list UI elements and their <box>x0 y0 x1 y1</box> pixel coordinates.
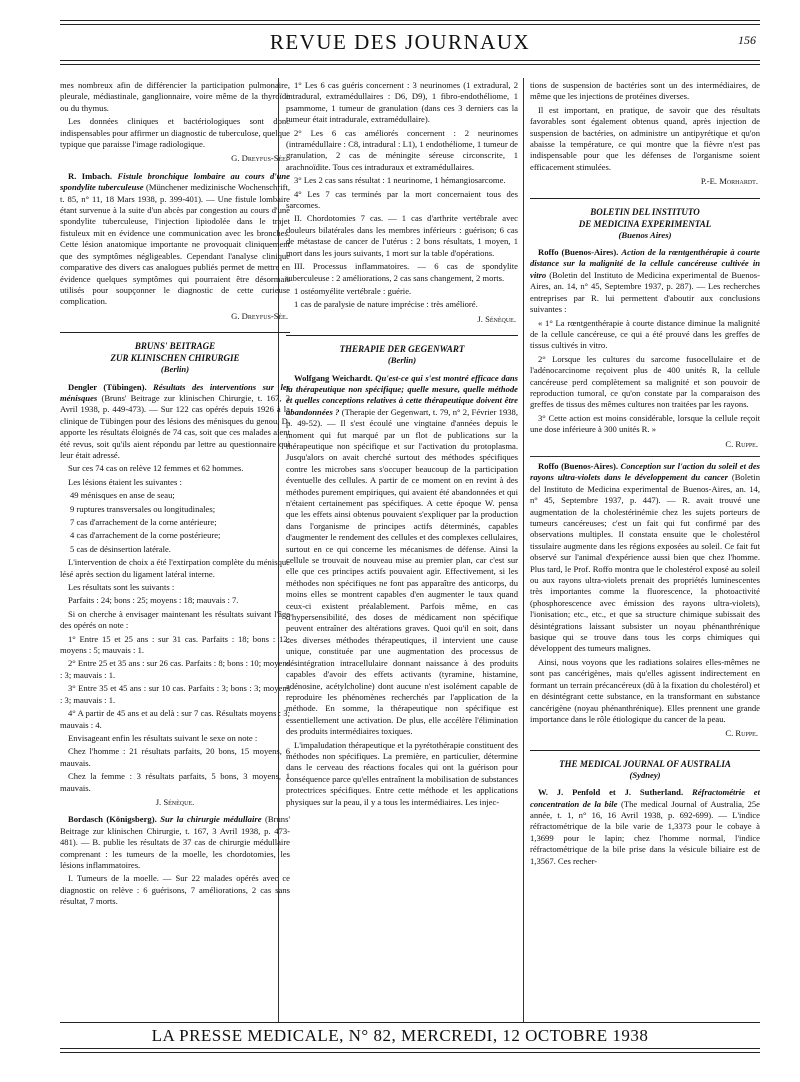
column-1 <box>60 80 290 1018</box>
paragraph: Sur ces 74 cas on relève 12 femmes et 62 hommes. <box>68 463 244 474</box>
footer-rule-bottom-2 <box>60 1052 760 1053</box>
paragraph: 3° Cette action est moins considérable, lorsque la cellule reçoit une dose inférieure à 300 unités R. » <box>530 412 760 435</box>
paragraph: 1° Les 6 cas guéris concernent : 3 neurinomes (1 extradural, 2 intradural, extramédullaires : D6, D9), 1 fibro-endothéliome, 1 psammome, 1 tumeur de granulation (dans ces 3 derniers cas la tumeur était intradurale, extramédullaire). <box>286 80 518 125</box>
page-header-title: REVUE DES JOURNAUX <box>269 30 531 54</box>
journal-city: (Berlin) <box>160 364 190 375</box>
list-item: 4° A partir de 45 ans et au delà : sur 7 cas. Résultats moyens : 3; mauvais : 4. <box>60 708 290 730</box>
journal-city: (Berlin) <box>387 355 417 366</box>
article-body: (The medical Journal of Australia, 25e année, t. 1, n° 16, 16 Avril 1938, p. 692-699). — L'indice réfractométrique de la bile varie de 1,3373 pour le cobaye à 1,3699 pour le lapin; chez l'homme normal, l'indice réfractométrique de la bile prise dans la vésicule biliaire est de 1,3567. Ces recher- <box>530 798 760 866</box>
article-title: Résultats des interventions sur les ménisques <box>60 381 290 403</box>
author-signature: J. Sénèque. <box>477 313 516 324</box>
paragraph: 2° Les 6 cas améliorés concernent : 2 neurinomes (intramédullaire : C8, intradural : L1), 1 endothéliome, 1 tumeur de granulation, 2 cas de méningite séreuse circonscrite, 1 arachnoïdite. Tous ces intraduraux et extramédullaires. <box>286 127 518 172</box>
article-author: R. Imbach. <box>68 170 113 181</box>
article-penfold <box>530 787 760 867</box>
article-body: (Therapie der Gegenwart, t. 79, n° 2, Février 1938, p. 49-52). — Il s'est écoulé une vingtaine d'années depuis le moment qui fut marqué par un flot de publications sur la thérapeutique non spécifique et sur l'activation du protoplasma. Jusqu'alors on avait cherché surtout des méthodes spécifiques contre les microbes sans s'occuper beaucoup de la participation éventuelle des cellules. A partir de ce moment on en revint à des méthodes purement empiriques, qui avaient été abandonnées et qui n'étaient certainement pas spécifiques. A cette époque W. pensa que les effets ainsi obtenus pouvaient s'expliquer par la production dans l'organisme de principes actifs déterminés, capables d'augmenter le rendement des cellules et des complexes cellulaires, surtout en ce qui concerne les mécanismes de défense. Ainsi la cellule se trouvait de nouveau mise au premier plan, car c'est sur elle que ces principes actifs pouvaient agir. Effectivement, si les méthodes non spécifiques ne font pas apparaître des anticorps, du moins elles se montrent capables d'en augmenter le taux quand ceux-ci existent préalablement. Parfois même, en cas d'hypersensibilité, des doses de médicament non spécifique peuvent entraîner des altérations graves. Quoi qu'il en soit, dans ces diverses méthodes thérapeutiques, il intervient une cause unique, constituée par une augmentation des processus de désintégration intracellulaire donnant naissance à des produits capables d'avoir des effets activants (tyramine, histamine, adénosine, acétylcholine) dont aucune n'est isolément capable de reproduire les phénomènes recherchés par l'application de la méthode. En somme, la thérapeutique non spécifique est essentiellement une activation. De plus, elle accélère l'élimination des produits intermédiaires toxiques. <box>286 406 518 737</box>
article-author: Wolfgang Weichardt. <box>294 372 373 383</box>
journal-section-header <box>530 750 760 781</box>
paragraph: 3° Les 2 cas sans résultat : 1 neurinome, 1 hémangiosarcome. <box>294 175 506 186</box>
article-author: Roffo (Buenos-Aires). <box>538 460 618 471</box>
article-title: Action de la rœntgenthérapie à courte distance sur la malignité de la cellule cancéreuse cultivée in vitro <box>530 247 760 280</box>
column-3 <box>530 80 760 1018</box>
paragraph: Chez la femme : 3 résultats parfaits, 5 bons, 3 moyens, 1 mauvais. <box>60 771 290 793</box>
paragraph: L'intervention de choix a été l'extirpation complète du ménisque lésé après section du ligament latéral interne. <box>60 557 290 579</box>
list-item: 2° Entre 25 et 35 ans : sur 26 cas. Parfaits : 8; bons : 10; moyens : 3; mauvais : 1. <box>60 658 290 680</box>
column-2 <box>286 80 518 1018</box>
header-rule-top-2 <box>60 24 760 25</box>
journal-city: (Buenos Aires) <box>618 229 672 240</box>
article-title: Qu'est-ce qui s'est montré efficace dans la thérapeutique non spécifique; quelle mesure, quelle méthode et quelles conceptions relatives à cette thérapeutique doivent être abandonnées ? <box>286 372 518 417</box>
page-number: 156 <box>738 33 756 47</box>
author-signature: P.-E. Morhardt. <box>700 176 758 187</box>
list-item: 3° Entre 35 et 45 ans : sur 10 cas. Parfaits : 3; bons : 3; moyens : 3; mauvais : 1. <box>60 683 290 705</box>
paragraph: Les données cliniques et bactériologiques sont donc indispensables pour affirmer un diagnostic de tuberculose, quelque typique que paraisse l'image radiologique. <box>60 116 290 150</box>
journal-city: (Sydney) <box>629 769 661 780</box>
paragraph: Envisageant enfin les résultats suivant le sexe on note : <box>68 732 258 743</box>
author-signature: J. Sénèque. <box>155 796 195 807</box>
article-body: (Bruns' Beitrage zur klinischen Chirurgie, t. 167, 3 Avril 1938, p. 473-481). — B. publie les résultats de 37 cas de chirurgie médullaire comprenant : les tumeurs de la moelle, les chordotomies, les lésions inflammatoires. <box>60 814 290 870</box>
footer-rule-bottom <box>60 1048 760 1049</box>
article-weichardt <box>286 373 518 738</box>
paragraph: Il est important, en pratique, de savoir que des résultats favorables sont également obtenus quand, après injection de suspension de bactéries, on administre un antipyrétique et qu'on abaisse la température, ce qui montre que la fièvre n'est pas indispensable pour que les défenses de l'organisme soient efficacement stimulées. <box>530 104 760 172</box>
paragraph: « 1° La rœntgenthérapie à courte distance diminue la malignité de la cellule cancéreuse, ce qui a été prouvé dans les greffes de tissus cultivés in vitro. <box>530 317 760 351</box>
paragraph: Les résultats sont les suivants : <box>68 582 175 593</box>
column-divider-2 <box>523 78 524 1023</box>
paragraph: Parfaits : 24; bons : 25; moyens : 18; mauvais : 7. <box>68 595 239 606</box>
article-roffo-2 <box>530 456 760 655</box>
paragraph: I. Tumeurs de la moelle. — Sur 22 malades opérés avec ce diagnostic on relève : 6 guérisons, 7 améliorations, 2 cas sans résultat, 7 morts. <box>60 873 290 907</box>
article-body: (Boletin del Instituto de Medicina experimental de Buenos-Aires, an. 14, n° 45, Septembre 1937, p. 287). — Les recherches entreprises par R. lui permettent d'aboutir aux conclusions suivantes : <box>530 269 760 315</box>
article-author: W. J. Penfold et J. Sutherland. <box>538 787 684 798</box>
list-item: 7 cas d'arrachement de la corne antérieure; <box>70 517 217 527</box>
author-signature: G. Dreyfus-Sée. <box>231 310 288 321</box>
paragraph: 1 cas de paralysie de nature imprécise : très amélioré. <box>294 299 478 310</box>
paragraph: II. Chordotomies 7 cas. — 1 cas d'arthrite vertébrale avec douleurs bilatérales dans les membres inférieurs : guérison; 6 cas de métastase de cancer de l'utérus : 2 bons résultats, 1 moyen, 1 mort dans les jours suivants, 1 mort sur la table d'opérations. <box>286 213 518 258</box>
author-signature: C. Ruppe. <box>725 728 758 739</box>
paragraph: 2° Lorsque les cultures du sarcome fusocellulaire et de l'adénocarcinome reçoivent plus de 400 unités R, la cellule cancéreuse perd complètement sa malignité et son pouvoir de reproduction tumoral, ce qu'on constate par la comparaison des greffes de tissus des mêmes cultures non traitées par les rayons. <box>530 353 760 410</box>
article-dengler <box>60 382 290 462</box>
journal-title-line2: DE MEDICINA EXPERIMENTAL <box>578 218 712 229</box>
list-item: 49 ménisques en anse de seau; <box>70 490 175 501</box>
journal-title-line2: ZUR KLINISCHEN CHIRURGIE <box>110 353 240 364</box>
article-body: (Münchener medizinische Wochenschrift, t. 85, n° 11, 18 Mars 1938, p. 399-401). — Une fistule lombaire étant survenue à la suite d'un abcès par congestion au cours d'une spondylite tuberculeuse, l'injection lipiodolée dans le trajet fistuleux mit en évidence une communication avec les bronches. Cette lésion anatomique importante ne provoquait cliniquement que des symptômes négligeables. Cependant l'analyse clinique comparative des divers cas analogues publiés permet de mettre en évidence quelques symptômes qui pourraient être désormais utilisés pour soupçonner le diagnostic de cette curieuse complication. <box>60 182 290 307</box>
list-item: 4 cas d'arrachement de la corne postérieure; <box>70 530 221 541</box>
article-author: Bordasch (Königsberg). <box>68 814 157 825</box>
paragraph: Chez l'homme : 21 résultats parfaits, 20 bons, 15 moyens, 6 mauvais. <box>60 746 290 768</box>
author-signature: G. Dreyfus-Sée. <box>231 153 288 164</box>
paragraph: tions de suspension de bactéries sont un des intermédiaires, de même que les injections de protéines diverses. <box>530 80 760 102</box>
article-imbach <box>60 171 290 308</box>
journal-section-header <box>60 332 290 375</box>
article-body: (Bruns' Beitrage zur klinischen Chirurgie, t. 167, 3 Avril 1938, p. 449-473). — Sur 122 cas opérés depuis 1926 à la clinique de Tübingen pour des lésions des ménisques du genou, D. apporte les résultats éloignés de 74 cas, soit que ces malades aient été revus, soit qu'ils aient répondu par lettre au questionnaire qui leur était adressé. <box>60 392 290 460</box>
list-item: 5 cas de désinsertion latérale. <box>70 543 171 554</box>
journal-title: BRUNS' BEITRAGE <box>134 341 216 352</box>
journal-title: BOLETIN DEL INSTITUTO <box>590 206 700 217</box>
list-item: 9 ruptures transversales ou longitudinales; <box>70 503 216 514</box>
article-title: Sur la chirurgie médullaire <box>160 814 262 825</box>
article-bordasch <box>60 814 290 871</box>
author-signature: C. Ruppe. <box>725 438 758 449</box>
paragraph: Si on cherche à envisager maintenant les résultats suivant l'âge des opérés on note : <box>60 608 290 631</box>
paragraph: mes nombreux afin de différencier la participation pulmonaire, pleurale, médiastinale, ganglionnaire, voire même de la thyroïde ou du thymus. <box>60 80 290 113</box>
article-roffo-1 <box>530 247 760 315</box>
article-body: (Boletin del Instituto de Medicina experimental de Buenos-Aires, an. 14, n° 45, Septembre 1937, p. 447). — R. avait trouvé une augmentation de la cholestérinémie chez les sujets porteurs de tumeurs cancéreuses; c'est un fait qui fut confirmé par des observations multiples. Il constata ensuite que le cholestérol tissulaire augmente dans les régions exposées au soleil. Ce fait fut observé sur l'animal d'expérience aussi bien que chez l'homme. Plus tard, le Prof. Roffo montra que le cholestérol exposé au soleil ou aux rayons ultra-violets prenait des propriétés luminescentes très importantes comme la fluorescence, la photoactivité (phosphorescence avec émission des rayons ultra-violets), l'ionisation; etc., etc., et que sa structure chimique subissait des désintégrations laissant subsister un noyau phénanthrénique basique qui se trouve dans tous les corps chimiques qui développent des tumeurs malignes. <box>530 472 760 654</box>
paragraph: 4° Les 7 cas terminés par la mort concernaient tous des sarcomes. <box>286 188 518 211</box>
header-rule-bottom-2 <box>60 64 760 65</box>
paragraph: 1 ostéomyélite vertébrale : guérie. <box>294 285 412 296</box>
paragraph: III. Processus inflammatoires. — 6 cas de spondylite tuberculeuse : 2 améliorations, 2 cas sans changement, 2 morts. <box>286 261 518 283</box>
footer-rule-top <box>60 1022 760 1023</box>
journal-title: THERAPIE DER GEGENWART <box>339 344 465 355</box>
page-footer: LA PRESSE MEDICALE, N° 82, MERCREDI, 12 OCTOBRE 1938 <box>151 1026 649 1045</box>
journal-title: THE MEDICAL JOURNAL OF AUSTRALIA <box>559 758 731 769</box>
journal-section-header <box>530 198 760 241</box>
header-rule-top <box>60 20 760 21</box>
article-author: Roffo (Buenos-Aires). <box>538 247 619 258</box>
journal-section-header <box>286 335 518 366</box>
paragraph: Les lésions étaient les suivantes : <box>68 476 182 487</box>
article-author: Dengler (Tübingen). <box>68 381 147 392</box>
article-title: Conception sur l'action du soleil et des rayons ultra-violets dans le développement du cancer <box>530 460 760 483</box>
list-item: 1° Entre 15 et 25 ans : sur 31 cas. Parfaits : 18; bons : 12; moyens : 5; mauvais : 1. <box>60 633 290 656</box>
header-rule-bottom <box>60 60 760 61</box>
article-title: Fistule bronchique lombaire au cours d'une spondylite tuberculeuse <box>60 170 290 193</box>
paragraph: L'impaludation thérapeutique et la pyrétothérapie constituent des méthodes non spécifiques. La première, en particulier, détermine dans le cerveau des réactions focales qui ont la guérison pour conséquence parce qu'elles entraînent la mobilisation de substances protectrices spécifiques. Entre cette méthode et les applications physiques sur la peau, il y a tous les intermédiaires. Les injec- <box>286 739 518 807</box>
paragraph: Ainsi, nous voyons que les radiations solaires elles-mêmes ne sont pas cancérigènes, mais qu'elles agissent indirectement en formant un terrain précancéreux (dû à la fixation du cholestérol) et en désintégrant cette substance, en la transformant en substance cancérigène (noyau phénanthrénique). Elles prennent une grande importance dans le rôle étiologique du cancer de la peau. <box>530 656 760 724</box>
article-title: Réfractométrie et concentration de la bile <box>530 787 760 809</box>
